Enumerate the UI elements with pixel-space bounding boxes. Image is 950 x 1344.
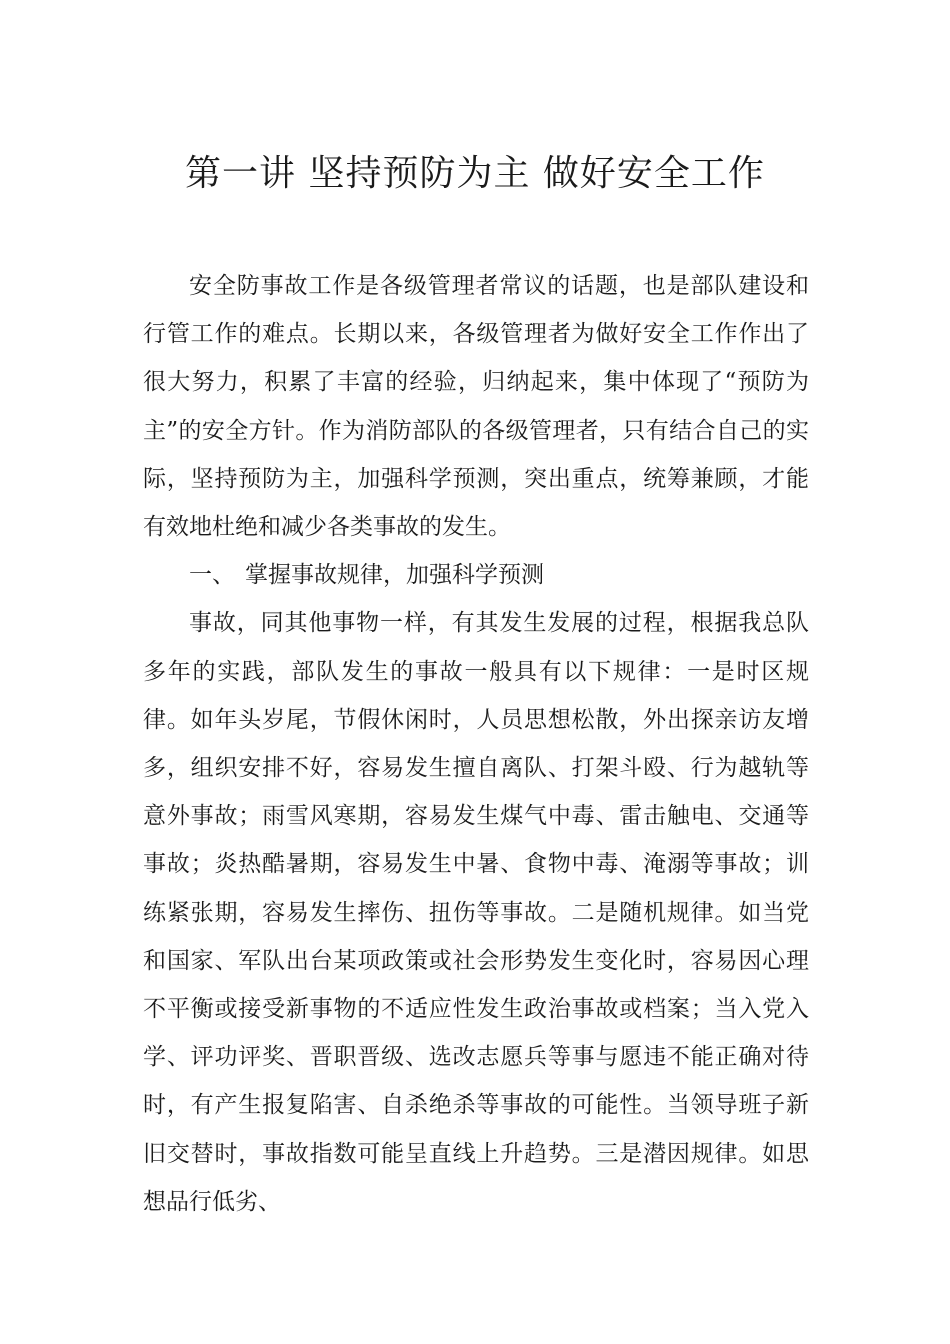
section-paragraph: 事故，同其他事物一样，有其发生发展的过程，根据我总队多年的实践，部队发生的事故一般具有以下规律：一是时区规律。如年头岁尾，节假休闲时，人员思想松散，外出探亲访友增多，组织安排不好，容易发生擅自离队、打架斗殴、行为越轨等意外事故；雨雪风寒期，容易发生煤气中毒、雷击触电、交通等事故；炎热酷暑期，容易发生中暑、食物中毒、淹溺等事故；训练紧张期，容易发生摔伤、扭伤等事故。二是随机规律。如当党和国家、军队出台某项政策或社会形势发生变化时，容易因心理不平衡或接受新事物的不适应性发生政治事故或档案；当入党入学、评功评奖、晋职晋级、选改志愿兵等事与愿违不能正确对待时，有产生报复陷害、自杀绝杀等事故的可能性。当领导班子新旧交替时，事故指数可能呈直线上升趋势。三是潜因规律。如思想品行低劣、	[143, 610, 809, 1215]
section-heading-text: 掌握事故规律，加强科学预测	[245, 562, 544, 589]
section-heading	[143, 551, 809, 599]
document-body	[143, 262, 809, 1226]
document-title: 第一讲 坚持预防为主 做好安全工作	[185, 153, 765, 194]
intro-paragraph: 安全防事故工作是各级管理者常议的话题，也是部队建设和行管工作的难点。长期以来，各级管理者为做好安全工作作出了很大努力，积累了丰富的经验，归纳起来，集中体现了“预防为主”的安全方针。作为消防部队的各级管理者，只有结合自己的实际，坚持预防为主，加强科学预测，突出重点，统筹兼顾，才能有效地杜绝和减少各类事故的发生。	[143, 273, 809, 541]
section-number: 一、	[189, 562, 235, 589]
